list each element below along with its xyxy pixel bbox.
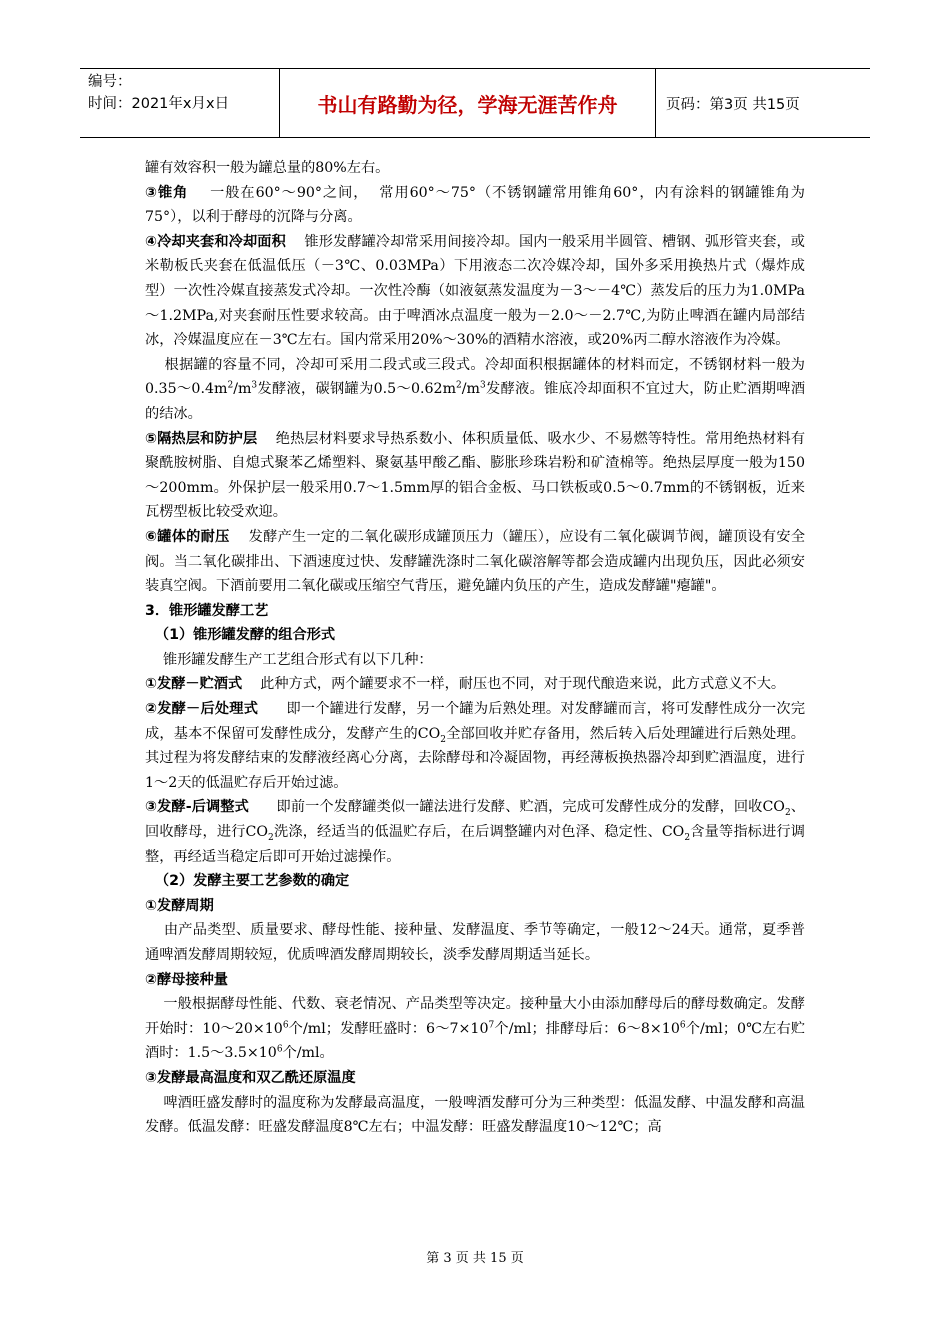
heading-combination: （1）锥形罐发酵的组合形式 [145, 627, 336, 644]
param-heading-inoculum: ②酵母接种量 [145, 971, 228, 988]
header-motto: 书山有路勤为径，学海无涯苦作舟 [280, 69, 656, 137]
param-heading-temperature: ③发酵最高温度和双乙酰还原温度 [145, 1069, 356, 1086]
doc-time-label: 时间：2021年x月x日 [88, 96, 230, 112]
item-heading: ①发酵－贮酒式 [145, 676, 243, 693]
header-meta [80, 69, 280, 137]
heading-process: 3．锥形罐发酵工艺 [145, 602, 269, 619]
header-page-number: 页码：第3页 共15页 [666, 96, 800, 113]
heading-parameters: （2）发酵主要工艺参数的确定 [145, 873, 350, 890]
document-body [145, 156, 805, 1140]
paragraph: 罐有效容积一般为罐总量的80%左右。 [145, 160, 390, 176]
page-footer: 第 3 页 共 15 页 [426, 1251, 524, 1266]
paragraph-intro: 锥形罐发酵生产工艺组合形式有以下几种： [145, 651, 433, 668]
section-heading: ⑤隔热层和防护层 [145, 430, 258, 447]
section-heading: ③锥角 [145, 184, 189, 201]
item-fermentation-adjust: ③发酵-后调整式 即前一个发酵罐类似一罐法进行发酵、贮酒，完成可发酵性成分的发酵，回收$CO_2$、回收酵母，进行$CO_2$洗涤，经适当的低温贮存后，在后调整罐内对色泽、稳定性、$CO_2$含量等指标进行调整，再经适当稳定后即可开始过滤操作。 [145, 799, 805, 865]
section-insulation: ⑤隔热层和防护层 绝热层材料要求导热系数小、体积质量低、吸水少、不易燃等特性。常用绝热材料有聚酰胺树脂、自熄式聚苯乙烯塑料、聚氨基甲酸乙酯、膨胀珍珠岩粉和矿渣棉等。绝热层厚度一般为150～200mm。外保护层一般采用0.7～1.5mm厚的铝合金板、马口铁板或0.5～0.7mm的不锈钢板，近来瓦楞型板比较受欢迎。 [145, 430, 806, 521]
section-pressure: ⑥罐体的耐压 发酵产生一定的二氧化碳形成罐顶压力（罐压），应设有二氧化碳调节阀，罐顶设有安全阀。当二氧化碳排出、下酒速度过快、发酵罐洗涤时二氧化碳溶解等都会造成罐内出现负压，因此必须安装真空阀。下酒前要用二氧化碳或压缩空气背压，避免罐内负压的产生，造成发酵罐"瘪罐"。 [145, 528, 806, 595]
paragraph-cooling-area: 根据罐的容量不同，冷却可采用二段式或三段式。冷却面积根据罐体的材料而定，不锈钢材料一般为$0.35\sim 0.4m^2/m^3$发酵液，碳钢罐为$0.5\sim 0.62m^2/m^3$发酵液。锥底冷却面积不宜过大，防止贮酒期啤酒的结冰。 [145, 356, 806, 422]
item-fermentation-storage: ①发酵－贮酒式 此种方式，两个罐要求不一样，耐压也不同，对于现代酿造来说，此方式意义不大。 [145, 676, 786, 693]
page-header [80, 68, 870, 138]
doc-number-label: 编号： [88, 74, 132, 90]
section-cone-angle: ③锥角 一般在60°～90°之间， 常用60°～75°（不锈钢罐常用锥角60°，内有涂料的钢罐锥角为75°），以利于酵母的沉降与分离。 [145, 184, 805, 226]
section-cooling-jacket: ④冷却夹套和冷却面积 锥形发酵罐冷却常采用间接冷却。国内一般采用半圆管、槽钢、弧形管夹套，或米勒板氏夹套在低温低压（－3℃、0.03MPa）下用液态二次冷媒冷却，国外多采用换热片式（爆炸成型）一次性冷媒直接蒸发式冷却。一次性冷酶（如液氨蒸发温度为－3～－4℃）蒸发后的压力为1.0MPa～1.2MPa,对夹套耐压性要求较高。由于啤酒冰点温度一般为－2.0～－2.7℃,为防止啤酒在罐内局部结冰，冷媒温度应在－3℃左右。国内常采用20%～30%的酒精水溶液，或20%丙二醇水溶液作为冷媒。 [145, 233, 805, 349]
param-text-period: 由产品类型、质量要求、酵母性能、接种量、发酵温度、季节等确定，一般12～24天。通常，夏季普通啤酒发酵周期较短，优质啤酒发酵周期较长，淡季发酵周期适当延长。 [145, 922, 805, 963]
item-heading: ②发酵－后处理式 [145, 701, 259, 718]
item-heading: ③发酵-后调整式 [145, 799, 249, 816]
param-heading-period: ①发酵周期 [145, 897, 214, 914]
param-text-inoculum: 一般根据酵母性能、代数、衰老情况、产品类型等决定。接种量大小由添加酵母后的酵母数确定。发酵开始时：$10\sim 20\times 10^6$个/ml；发酵旺盛时：$6\sim 7\times 10^7$个/ml；排酵母后：$6\sim 8\times 10^6$个/ml；0℃左右贮酒时：$1.5\sim 3.5\times 10^6$个/ml。 [145, 996, 806, 1062]
param-text-temperature: 啤酒旺盛发酵时的温度称为发酵最高温度，一般啤酒发酵可分为三种类型：低温发酵、中温发酵和高温发酵。低温发酵：旺盛发酵温度8℃左右；中温发酵：旺盛发酵温度10～12℃；高 [145, 1094, 805, 1136]
section-heading: ④冷却夹套和冷却面积 [145, 233, 286, 250]
item-fermentation-post: ②发酵－后处理式 即一个罐进行发酵，另一个罐为后熟处理。对发酵罐而言，将可发酵性成分一次完成，基本不保留可发酵性成分，发酵产生的$CO_2$全部回收并贮存备用，然后转入后处理罐进行后熟处理。其过程为将发酵结束的发酵液经离心分离，去除酵母和冷凝固物，再经薄板换热器冷却到贮酒温度，进行1～2天的低温贮存后开始过滤。 [145, 701, 806, 791]
section-heading: ⑥罐体的耐压 [145, 528, 230, 545]
